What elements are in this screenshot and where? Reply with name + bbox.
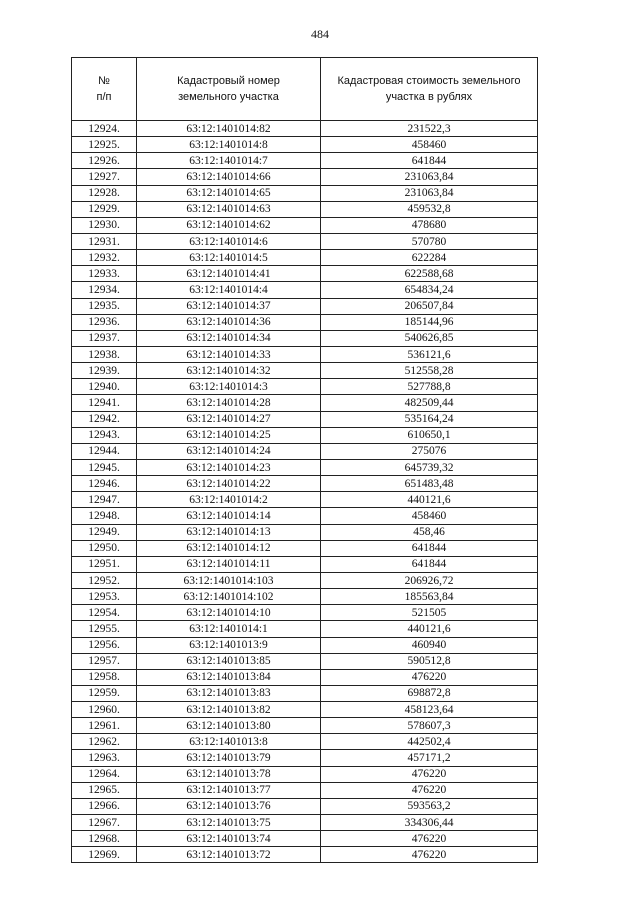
cadastral-value: 540626,85: [321, 330, 538, 346]
row-number: 12958.: [72, 669, 137, 685]
row-number: 12963.: [72, 750, 137, 766]
table-row: [72, 185, 538, 201]
row-number: 12933.: [72, 266, 137, 282]
table-row: [72, 669, 538, 685]
row-number: 12929.: [72, 201, 137, 217]
row-number: 12967.: [72, 815, 137, 831]
cadastral-number: 63:12:1401014:6: [137, 233, 321, 249]
cadastral-number: 63:12:1401014:28: [137, 395, 321, 411]
row-number: 12940.: [72, 379, 137, 395]
row-number: 12950.: [72, 540, 137, 556]
row-number: 12965.: [72, 782, 137, 798]
row-number: 12937.: [72, 330, 137, 346]
row-number: 12953.: [72, 589, 137, 605]
row-number: 12952.: [72, 572, 137, 588]
cadastral-number: 63:12:1401014:13: [137, 524, 321, 540]
cadastral-number: 63:12:1401014:103: [137, 572, 321, 588]
row-number: 12928.: [72, 185, 137, 201]
row-number: 12944.: [72, 443, 137, 459]
row-number: 12938.: [72, 346, 137, 362]
cadastral-value: 476220: [321, 782, 538, 798]
cadastral-value: 185563,84: [321, 589, 538, 605]
table-row: [72, 330, 538, 346]
cadastral-number: 63:12:1401014:25: [137, 427, 321, 443]
cadastral-number: 63:12:1401014:66: [137, 169, 321, 185]
cadastral-value: 527788,8: [321, 379, 538, 395]
cadastral-number: 63:12:1401014:41: [137, 266, 321, 282]
cadastral-number: 63:12:1401014:63: [137, 201, 321, 217]
cadastral-value: 459532,8: [321, 201, 538, 217]
cadastral-number: 63:12:1401013:8: [137, 734, 321, 750]
page-number: 484: [311, 27, 329, 41]
cadastral-number: 63:12:1401013:76: [137, 798, 321, 814]
cadastral-value: 654834,24: [321, 282, 538, 298]
table-row: [72, 492, 538, 508]
cadastral-number: 63:12:1401014:37: [137, 298, 321, 314]
table-row: [72, 266, 538, 282]
table-row: [72, 427, 538, 443]
cadastral-value: 512558,28: [321, 363, 538, 379]
table-row: [72, 459, 538, 475]
cadastral-value: 482509,44: [321, 395, 538, 411]
row-number: 12955.: [72, 621, 137, 637]
table-row: [72, 395, 538, 411]
row-number: 12946.: [72, 476, 137, 492]
table-row: [72, 831, 538, 847]
cadastral-number: 63:12:1401013:75: [137, 815, 321, 831]
table-row: [72, 379, 538, 395]
header-cadastral-value: Кадастровая стоимость земельного участка в рублях: [321, 58, 538, 121]
cadastral-value: 590512,8: [321, 653, 538, 669]
row-number: 12959.: [72, 685, 137, 701]
cadastre-table: [71, 57, 538, 863]
cadastral-value: 622588,68: [321, 266, 538, 282]
table-row: [72, 540, 538, 556]
cadastral-number: 63:12:1401013:79: [137, 750, 321, 766]
cadastral-value: 476220: [321, 766, 538, 782]
header-number: № п/п: [72, 58, 137, 121]
row-number: 12961.: [72, 718, 137, 734]
cadastral-value: 476220: [321, 831, 538, 847]
cadastral-number: 63:12:1401014:24: [137, 443, 321, 459]
cadastral-value: 641844: [321, 153, 538, 169]
cadastral-number: 63:12:1401014:32: [137, 363, 321, 379]
cadastral-value: 275076: [321, 443, 538, 459]
cadastral-value: 651483,48: [321, 476, 538, 492]
table-row: [72, 298, 538, 314]
cadastral-number: 63:12:1401014:12: [137, 540, 321, 556]
cadastral-number: 63:12:1401014:7: [137, 153, 321, 169]
cadastral-number: 63:12:1401014:11: [137, 556, 321, 572]
table-row: [72, 815, 538, 831]
row-number: 12964.: [72, 766, 137, 782]
cadastral-value: 442502,4: [321, 734, 538, 750]
table-row: [72, 217, 538, 233]
table-row: [72, 346, 538, 362]
cadastral-number: 63:12:1401014:5: [137, 250, 321, 266]
header-cadastral-number: Кадастровый номер земельного участка: [137, 58, 321, 121]
row-number: 12956.: [72, 637, 137, 653]
cadastral-value: 458123,64: [321, 702, 538, 718]
row-number: 12949.: [72, 524, 137, 540]
table-row: [72, 121, 538, 137]
table-row: [72, 637, 538, 653]
cadastral-number: 63:12:1401014:3: [137, 379, 321, 395]
row-number: 12935.: [72, 298, 137, 314]
cadastral-number: 63:12:1401014:14: [137, 508, 321, 524]
row-number: 12927.: [72, 169, 137, 185]
cadastral-number: 63:12:1401013:84: [137, 669, 321, 685]
row-number: 12957.: [72, 653, 137, 669]
cadastral-value: 535164,24: [321, 411, 538, 427]
row-number: 12941.: [72, 395, 137, 411]
table-row: [72, 411, 538, 427]
cadastral-value: 231063,84: [321, 169, 538, 185]
cadastral-number: 63:12:1401014:4: [137, 282, 321, 298]
table-row: [72, 508, 538, 524]
row-number: 12962.: [72, 734, 137, 750]
row-number: 12945.: [72, 459, 137, 475]
cadastral-number: 63:12:1401014:8: [137, 137, 321, 153]
row-number: 12969.: [72, 847, 137, 863]
cadastral-value: 536121,6: [321, 346, 538, 362]
cadastral-number: 63:12:1401013:77: [137, 782, 321, 798]
cadastral-value: 206507,84: [321, 298, 538, 314]
table-row: [72, 782, 538, 798]
cadastral-number: 63:12:1401014:10: [137, 605, 321, 621]
cadastral-value: 458,46: [321, 524, 538, 540]
table-row: [72, 847, 538, 863]
row-number: 12968.: [72, 831, 137, 847]
cadastral-number: 63:12:1401014:34: [137, 330, 321, 346]
cadastral-number: 63:12:1401013:74: [137, 831, 321, 847]
cadastral-value: 231522,3: [321, 121, 538, 137]
table-row: [72, 718, 538, 734]
row-number: 12939.: [72, 363, 137, 379]
cadastral-number: 63:12:1401014:27: [137, 411, 321, 427]
cadastral-value: 593563,2: [321, 798, 538, 814]
cadastral-number: 63:12:1401014:65: [137, 185, 321, 201]
table-row: [72, 572, 538, 588]
table-row: [72, 702, 538, 718]
table-row: [72, 766, 538, 782]
cadastral-value: 334306,44: [321, 815, 538, 831]
table-row: [72, 443, 538, 459]
cadastral-number: 63:12:1401013:78: [137, 766, 321, 782]
table-row: [72, 605, 538, 621]
row-number: 12924.: [72, 121, 137, 137]
table-row: [72, 798, 538, 814]
cadastral-number: 63:12:1401014:2: [137, 492, 321, 508]
cadastral-number: 63:12:1401014:82: [137, 121, 321, 137]
cadastral-value: 478680: [321, 217, 538, 233]
cadastral-number: 63:12:1401013:85: [137, 653, 321, 669]
cadastral-value: 231063,84: [321, 185, 538, 201]
cadastral-value: 641844: [321, 540, 538, 556]
row-number: 12931.: [72, 233, 137, 249]
row-number: 12954.: [72, 605, 137, 621]
cadastral-value: 645739,32: [321, 459, 538, 475]
cadastral-value: 458460: [321, 137, 538, 153]
row-number: 12930.: [72, 217, 137, 233]
row-number: 12966.: [72, 798, 137, 814]
cadastral-value: 457171,2: [321, 750, 538, 766]
table-row: [72, 314, 538, 330]
row-number: 12926.: [72, 153, 137, 169]
cadastral-value: 458460: [321, 508, 538, 524]
table-row: [72, 685, 538, 701]
cadastral-value: 440121,6: [321, 621, 538, 637]
table-row: [72, 653, 538, 669]
cadastral-value: 185144,96: [321, 314, 538, 330]
cadastral-value: 440121,6: [321, 492, 538, 508]
cadastral-number: 63:12:1401013:83: [137, 685, 321, 701]
table-row: [72, 621, 538, 637]
row-number: 12948.: [72, 508, 137, 524]
cadastral-number: 63:12:1401013:72: [137, 847, 321, 863]
row-number: 12934.: [72, 282, 137, 298]
cadastral-value: 610650,1: [321, 427, 538, 443]
cadastral-value: 578607,3: [321, 718, 538, 734]
table-row: [72, 169, 538, 185]
cadastral-value: 622284: [321, 250, 538, 266]
table-row: [72, 250, 538, 266]
cadastral-value: 521505: [321, 605, 538, 621]
cadastral-value: 460940: [321, 637, 538, 653]
table-row: [72, 734, 538, 750]
table-row: [72, 137, 538, 153]
table-row: [72, 524, 538, 540]
cadastral-number: 63:12:1401014:22: [137, 476, 321, 492]
table-body: [72, 121, 538, 863]
cadastral-number: 63:12:1401013:9: [137, 637, 321, 653]
cadastral-value: 641844: [321, 556, 538, 572]
cadastral-number: 63:12:1401013:80: [137, 718, 321, 734]
cadastral-value: 698872,8: [321, 685, 538, 701]
header-row: [72, 58, 538, 121]
cadastral-number: 63:12:1401014:23: [137, 459, 321, 475]
cadastral-value: 476220: [321, 847, 538, 863]
row-number: 12947.: [72, 492, 137, 508]
table-row: [72, 750, 538, 766]
table-row: [72, 363, 538, 379]
row-number: 12951.: [72, 556, 137, 572]
cadastral-number: 63:12:1401014:36: [137, 314, 321, 330]
row-number: 12932.: [72, 250, 137, 266]
table-row: [72, 282, 538, 298]
cadastral-number: 63:12:1401014:33: [137, 346, 321, 362]
cadastral-value: 476220: [321, 669, 538, 685]
table-row: [72, 589, 538, 605]
cadastral-number: 63:12:1401014:102: [137, 589, 321, 605]
cadastral-number: 63:12:1401014:62: [137, 217, 321, 233]
cadastral-value: 206926,72: [321, 572, 538, 588]
row-number: 12960.: [72, 702, 137, 718]
table-row: [72, 201, 538, 217]
row-number: 12942.: [72, 411, 137, 427]
table-row: [72, 556, 538, 572]
table-row: [72, 153, 538, 169]
table-row: [72, 476, 538, 492]
cadastral-number: 63:12:1401014:1: [137, 621, 321, 637]
row-number: 12943.: [72, 427, 137, 443]
row-number: 12936.: [72, 314, 137, 330]
table-header: [72, 58, 538, 121]
cadastral-value: 570780: [321, 233, 538, 249]
row-number: 12925.: [72, 137, 137, 153]
table-row: [72, 233, 538, 249]
cadastral-number: 63:12:1401013:82: [137, 702, 321, 718]
